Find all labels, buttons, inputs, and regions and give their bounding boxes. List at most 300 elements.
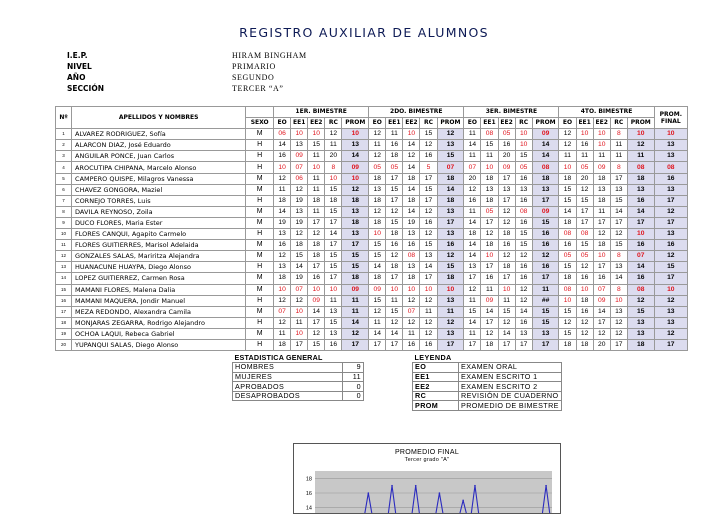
grade-cell: 15 bbox=[386, 306, 403, 317]
data-point bbox=[474, 485, 476, 487]
grade-cell: 17 bbox=[325, 217, 342, 228]
header-subcol: EO bbox=[369, 118, 386, 129]
grade-cell: 11 bbox=[498, 295, 515, 306]
grade-cell: 14 bbox=[308, 306, 325, 317]
grade-cell: 11 bbox=[576, 151, 593, 162]
period-average: 14 bbox=[437, 184, 464, 195]
grade-cell: 12 bbox=[576, 262, 593, 273]
grade-cell: 09 bbox=[593, 162, 610, 173]
grade-cell: 14 bbox=[515, 306, 532, 317]
grade-cell: 14 bbox=[610, 273, 627, 284]
grade-cell: 14 bbox=[464, 140, 481, 151]
grade-cell: 16 bbox=[274, 151, 291, 162]
grade-cell: 15 bbox=[291, 251, 308, 262]
grade-cell: 8 bbox=[610, 251, 627, 262]
grade-cell: 16 bbox=[420, 151, 437, 162]
grade-cell: 18 bbox=[291, 240, 308, 251]
stats-label: HOMBRES bbox=[233, 363, 343, 373]
grade-cell: 10 bbox=[291, 129, 308, 140]
grade-cell: 18 bbox=[559, 173, 576, 184]
student-name: HUANACUNE HUAYPA, Diego Alonso bbox=[72, 262, 246, 273]
grade-cell: 17 bbox=[386, 273, 403, 284]
grade-cell: 15 bbox=[308, 339, 325, 350]
student-sex: M bbox=[246, 217, 274, 228]
grade-cell: 13 bbox=[403, 229, 420, 240]
header-subcol: EO bbox=[274, 118, 291, 129]
grade-cell: 05 bbox=[481, 206, 498, 217]
grade-cell: 10 bbox=[403, 284, 420, 295]
stats-value: 11 bbox=[343, 372, 364, 382]
table-row bbox=[56, 140, 688, 151]
legend-desc: PROMEDIO DE BIMESTRE bbox=[459, 401, 562, 411]
legend-desc: EXAMEN ORAL bbox=[459, 363, 562, 373]
period-average: 07 bbox=[627, 251, 654, 262]
header-subcol: EE1 bbox=[386, 118, 403, 129]
grade-cell: 18 bbox=[369, 217, 386, 228]
stats-table bbox=[232, 353, 364, 401]
header-subcol: EE2 bbox=[593, 118, 610, 129]
grade-cell: 20 bbox=[593, 339, 610, 350]
grade-cell: 15 bbox=[325, 251, 342, 262]
data-point bbox=[415, 485, 417, 487]
grade-cell: 17 bbox=[386, 339, 403, 350]
grade-cell: 11 bbox=[308, 173, 325, 184]
grade-cell: 12 bbox=[386, 251, 403, 262]
grade-cell: 13 bbox=[481, 184, 498, 195]
final-average: 13 bbox=[654, 229, 687, 240]
grade-cell: 11 bbox=[593, 151, 610, 162]
grade-cell: 10 bbox=[274, 162, 291, 173]
grade-cell: 14 bbox=[403, 162, 420, 173]
stats-value: 0 bbox=[343, 391, 364, 401]
grade-cell: 12 bbox=[559, 140, 576, 151]
grade-cell: 17 bbox=[481, 262, 498, 273]
table-row bbox=[56, 295, 688, 306]
grade-cell: 13 bbox=[498, 184, 515, 195]
grade-cell: 12 bbox=[291, 184, 308, 195]
student-sex: H bbox=[246, 162, 274, 173]
row-number: 8 bbox=[56, 206, 72, 217]
period-average: 18 bbox=[437, 273, 464, 284]
student-name: MEZA REDONDO, Alexandra Camila bbox=[72, 306, 246, 317]
legend-desc: EXAMEN ESCRITO 2 bbox=[459, 382, 562, 392]
grade-cell: 08 bbox=[559, 229, 576, 240]
grade-cell: 16 bbox=[308, 273, 325, 284]
grade-cell: 11 bbox=[464, 328, 481, 339]
final-average: 17 bbox=[654, 273, 687, 284]
grade-cell: 18 bbox=[559, 217, 576, 228]
grade-cell: 18 bbox=[593, 240, 610, 251]
grade-cell: 13 bbox=[593, 184, 610, 195]
grade-cell: 12 bbox=[308, 328, 325, 339]
grade-cell: 18 bbox=[481, 339, 498, 350]
grade-cell: 12 bbox=[274, 317, 291, 328]
grade-cell: 12 bbox=[481, 328, 498, 339]
grade-cell: 11 bbox=[274, 184, 291, 195]
grade-cell: 12 bbox=[464, 284, 481, 295]
grade-cell: 18 bbox=[559, 339, 576, 350]
grade-cell: 07 bbox=[464, 162, 481, 173]
grade-cell: 11 bbox=[291, 317, 308, 328]
y-tick-label: 16 bbox=[305, 491, 312, 497]
grade-cell: 14 bbox=[464, 317, 481, 328]
legend-desc: EXAMEN ESCRITO 1 bbox=[459, 372, 562, 382]
period-average: 16 bbox=[627, 195, 654, 206]
period-average: 17 bbox=[437, 217, 464, 228]
grade-cell: 05 bbox=[576, 251, 593, 262]
period-average: 10 bbox=[627, 229, 654, 240]
grade-cell: 16 bbox=[420, 339, 437, 350]
header-period: 4TO. BIMESTRE bbox=[559, 107, 654, 118]
grade-cell: 14 bbox=[325, 229, 342, 240]
row-number: 6 bbox=[56, 184, 72, 195]
student-sex: M bbox=[246, 173, 274, 184]
grade-cell: 17 bbox=[420, 195, 437, 206]
grade-cell: 12 bbox=[464, 184, 481, 195]
final-average: 13 bbox=[654, 317, 687, 328]
grade-cell: 17 bbox=[325, 240, 342, 251]
grade-cell: 18 bbox=[369, 195, 386, 206]
period-average: 12 bbox=[342, 184, 369, 195]
grade-cell: 18 bbox=[576, 339, 593, 350]
grade-cell: 08 bbox=[481, 129, 498, 140]
grade-cell: 07 bbox=[274, 306, 291, 317]
table-row bbox=[56, 184, 688, 195]
grade-cell: 14 bbox=[420, 262, 437, 273]
grade-cell: 15 bbox=[369, 295, 386, 306]
grade-cell: 08 bbox=[576, 229, 593, 240]
legend-table bbox=[412, 353, 562, 411]
grade-cell: 11 bbox=[593, 206, 610, 217]
student-sex: M bbox=[246, 284, 274, 295]
grade-cell: 12 bbox=[559, 129, 576, 140]
row-number: 12 bbox=[56, 251, 72, 262]
row-number: 17 bbox=[56, 306, 72, 317]
final-average: 13 bbox=[654, 306, 687, 317]
grade-cell: 18 bbox=[403, 195, 420, 206]
grade-cell: 17 bbox=[481, 317, 498, 328]
period-average: 14 bbox=[627, 206, 654, 217]
grade-cell: 13 bbox=[515, 184, 532, 195]
period-average: 09 bbox=[532, 129, 559, 140]
grade-cell: 13 bbox=[274, 262, 291, 273]
grade-cell: 15 bbox=[420, 240, 437, 251]
header-subcol: EE2 bbox=[498, 118, 515, 129]
grade-cell: 17 bbox=[325, 273, 342, 284]
grade-cell: 15 bbox=[576, 240, 593, 251]
grade-cell: 13 bbox=[610, 262, 627, 273]
data-point bbox=[391, 485, 393, 487]
period-average: 18 bbox=[437, 195, 464, 206]
grade-cell: 12 bbox=[274, 295, 291, 306]
period-average: 10 bbox=[627, 129, 654, 140]
grade-cell: 11 bbox=[464, 151, 481, 162]
grade-cell: 15 bbox=[576, 195, 593, 206]
grade-cell: 18 bbox=[386, 229, 403, 240]
grade-cell: 10 bbox=[576, 284, 593, 295]
grade-cell: 10 bbox=[610, 295, 627, 306]
grade-cell: 10 bbox=[481, 162, 498, 173]
row-number: 19 bbox=[56, 328, 72, 339]
header-period: 3ER. BIMESTRE bbox=[464, 107, 559, 118]
grade-cell: 13 bbox=[610, 306, 627, 317]
grade-cell: 12 bbox=[403, 151, 420, 162]
grade-cell: 17 bbox=[464, 339, 481, 350]
grade-cell: 17 bbox=[576, 206, 593, 217]
grade-cell: 14 bbox=[369, 328, 386, 339]
info-label: I.E.P. bbox=[67, 51, 88, 60]
grade-cell: 19 bbox=[403, 217, 420, 228]
grade-cell: 10 bbox=[515, 129, 532, 140]
grade-cell: 17 bbox=[498, 273, 515, 284]
grade-cell: 11 bbox=[308, 206, 325, 217]
grade-cell: 12 bbox=[610, 328, 627, 339]
y-tick-label: 18 bbox=[305, 476, 312, 483]
grade-cell: 14 bbox=[481, 306, 498, 317]
grade-cell: 10 bbox=[559, 295, 576, 306]
grade-cell: 05 bbox=[369, 162, 386, 173]
table-row bbox=[56, 151, 688, 162]
info-values bbox=[232, 50, 307, 94]
period-average: 08 bbox=[627, 284, 654, 295]
grade-cell: 17 bbox=[386, 173, 403, 184]
legend-code: RC bbox=[413, 391, 459, 401]
grade-cell: 12 bbox=[386, 206, 403, 217]
grade-cell: 14 bbox=[274, 140, 291, 151]
grade-cell: 16 bbox=[403, 240, 420, 251]
period-average: 17 bbox=[627, 217, 654, 228]
grade-cell: 12 bbox=[481, 229, 498, 240]
grade-cell: 18 bbox=[559, 273, 576, 284]
table-row bbox=[56, 251, 688, 262]
grade-cell: 18 bbox=[593, 195, 610, 206]
header-subcol: PROM bbox=[342, 118, 369, 129]
final-average: 10 bbox=[654, 284, 687, 295]
grade-cell: 10 bbox=[308, 129, 325, 140]
stats-label: DESAPROBADOS bbox=[233, 391, 343, 401]
final-average: 13 bbox=[654, 140, 687, 151]
table-row bbox=[56, 162, 688, 173]
legend-desc: REVISIÓN DE CUADERNO bbox=[459, 391, 562, 401]
table-row bbox=[56, 262, 688, 273]
grade-cell: 18 bbox=[274, 339, 291, 350]
grade-cell: 13 bbox=[464, 262, 481, 273]
grade-cell: 17 bbox=[498, 195, 515, 206]
page-title: REGISTRO AUXILIAR DE ALUMNOS bbox=[239, 25, 489, 40]
period-average: 18 bbox=[627, 339, 654, 350]
grade-cell: 10 bbox=[274, 284, 291, 295]
grade-cell: 13 bbox=[274, 229, 291, 240]
grade-cell: 12 bbox=[610, 317, 627, 328]
grade-cell: 15 bbox=[386, 217, 403, 228]
grade-cell: 12 bbox=[291, 229, 308, 240]
grade-cell: 15 bbox=[515, 240, 532, 251]
period-average: 17 bbox=[437, 339, 464, 350]
grade-cell: 16 bbox=[498, 240, 515, 251]
grade-cell: 5 bbox=[420, 162, 437, 173]
grade-cell: 17 bbox=[593, 262, 610, 273]
student-name: MAMANI MAQUERA, Jondir Manuel bbox=[72, 295, 246, 306]
grade-cell: 08 bbox=[559, 284, 576, 295]
period-average: 09 bbox=[532, 206, 559, 217]
table-row bbox=[56, 206, 688, 217]
grade-cell: 10 bbox=[325, 284, 342, 295]
grade-cell: 17 bbox=[308, 317, 325, 328]
grade-cell: 10 bbox=[576, 129, 593, 140]
grade-cell: 11 bbox=[369, 140, 386, 151]
grade-cell: 20 bbox=[325, 151, 342, 162]
row-number: 3 bbox=[56, 151, 72, 162]
table-row bbox=[56, 217, 688, 228]
grade-cell: 16 bbox=[325, 339, 342, 350]
grade-cell: 18 bbox=[464, 229, 481, 240]
final-average: 16 bbox=[654, 173, 687, 184]
period-average: 13 bbox=[627, 328, 654, 339]
grade-cell: 16 bbox=[498, 140, 515, 151]
grade-cell: 12 bbox=[274, 173, 291, 184]
grade-cell: 07 bbox=[291, 284, 308, 295]
grade-cell: 05 bbox=[515, 162, 532, 173]
stats-value: 0 bbox=[343, 382, 364, 392]
grade-cell: 18 bbox=[386, 151, 403, 162]
grade-cell: 08 bbox=[403, 251, 420, 262]
grade-cell: 11 bbox=[464, 206, 481, 217]
grade-cell: 15 bbox=[464, 306, 481, 317]
period-average: 18 bbox=[437, 173, 464, 184]
stats-title: ESTADISTICA GENERAL bbox=[234, 352, 323, 362]
y-tick-label: 14 bbox=[305, 505, 312, 512]
student-sex: M bbox=[246, 240, 274, 251]
student-name: FLORES CANQUI, Agapito Carmelo bbox=[72, 229, 246, 240]
grade-cell: 14 bbox=[403, 184, 420, 195]
grade-cell: 15 bbox=[481, 140, 498, 151]
final-average: 12 bbox=[654, 251, 687, 262]
row-number: 16 bbox=[56, 295, 72, 306]
grade-cell: 11 bbox=[308, 184, 325, 195]
row-number: 11 bbox=[56, 240, 72, 251]
grade-cell: 06 bbox=[274, 129, 291, 140]
grade-cell: 10 bbox=[403, 129, 420, 140]
grade-cell: 17 bbox=[464, 273, 481, 284]
student-name: ANGUILAR PONCE, Juan Carlos bbox=[72, 151, 246, 162]
grade-cell: 16 bbox=[274, 240, 291, 251]
grade-cell: 11 bbox=[274, 328, 291, 339]
grade-cell: 15 bbox=[610, 195, 627, 206]
student-sex: M bbox=[246, 129, 274, 140]
header-subcol: EE1 bbox=[291, 118, 308, 129]
period-average: 08 bbox=[627, 162, 654, 173]
grade-cell: 8 bbox=[325, 162, 342, 173]
period-average: 15 bbox=[437, 151, 464, 162]
grade-cell: 12 bbox=[593, 328, 610, 339]
period-average: 16 bbox=[532, 240, 559, 251]
grade-cell: 10 bbox=[291, 306, 308, 317]
grade-cell: 18 bbox=[308, 240, 325, 251]
row-number: 5 bbox=[56, 173, 72, 184]
grade-cell: 09 bbox=[369, 284, 386, 295]
grade-cell: 09 bbox=[593, 295, 610, 306]
chart-subtitle: Tercer grado "A" bbox=[404, 457, 450, 463]
grade-cell: 16 bbox=[464, 195, 481, 206]
grade-cell: 13 bbox=[291, 140, 308, 151]
grade-cell: 13 bbox=[420, 251, 437, 262]
grade-cell: 18 bbox=[386, 262, 403, 273]
grade-cell: 16 bbox=[576, 306, 593, 317]
final-average: 17 bbox=[654, 195, 687, 206]
period-average: 16 bbox=[532, 262, 559, 273]
header-subcol: RC bbox=[515, 118, 532, 129]
grade-cell: 14 bbox=[464, 251, 481, 262]
final-average: 12 bbox=[654, 295, 687, 306]
info-value: HIRAM BINGHAM bbox=[232, 51, 307, 60]
grade-cell: 10 bbox=[325, 173, 342, 184]
grade-cell: 13 bbox=[325, 306, 342, 317]
period-average: 15 bbox=[532, 217, 559, 228]
period-average: 15 bbox=[532, 306, 559, 317]
grade-cell: 05 bbox=[386, 162, 403, 173]
grade-cell: 17 bbox=[576, 217, 593, 228]
student-sex: H bbox=[246, 229, 274, 240]
grade-cell: 11 bbox=[325, 295, 342, 306]
period-average: 15 bbox=[532, 317, 559, 328]
table-row bbox=[56, 273, 688, 284]
grade-cell: 12 bbox=[369, 151, 386, 162]
header-subcol: PROM bbox=[532, 118, 559, 129]
grade-cell: 18 bbox=[369, 273, 386, 284]
header-subcol: EE1 bbox=[576, 118, 593, 129]
grade-cell: 17 bbox=[420, 173, 437, 184]
grade-cell: 12 bbox=[369, 129, 386, 140]
info-value: PRIMARIO bbox=[232, 62, 276, 71]
period-average: 13 bbox=[342, 206, 369, 217]
final-average: 15 bbox=[654, 262, 687, 273]
grade-cell: 15 bbox=[498, 306, 515, 317]
grade-cell: 18 bbox=[369, 173, 386, 184]
grade-cell: 16 bbox=[420, 217, 437, 228]
grade-cell: 16 bbox=[386, 240, 403, 251]
row-number: 1 bbox=[56, 129, 72, 140]
table-row bbox=[56, 240, 688, 251]
header-subcol: RC bbox=[420, 118, 437, 129]
table-row bbox=[56, 306, 688, 317]
period-average: 18 bbox=[532, 173, 559, 184]
grade-cell: 13 bbox=[325, 328, 342, 339]
grade-cell: 15 bbox=[325, 262, 342, 273]
grade-cell: 18 bbox=[498, 262, 515, 273]
grade-cell: 11 bbox=[610, 151, 627, 162]
grade-cell: 15 bbox=[386, 184, 403, 195]
table-row bbox=[56, 317, 688, 328]
row-number: 14 bbox=[56, 273, 72, 284]
grade-cell: 09 bbox=[498, 162, 515, 173]
period-average: 13 bbox=[532, 184, 559, 195]
grade-cell: 18 bbox=[481, 195, 498, 206]
chart-title: PROMEDIO FINAL bbox=[394, 449, 460, 456]
grade-cell: 18 bbox=[274, 195, 291, 206]
period-average: 12 bbox=[627, 295, 654, 306]
grade-cell: 20 bbox=[576, 173, 593, 184]
grade-cell: 18 bbox=[481, 240, 498, 251]
grade-cell: 16 bbox=[559, 240, 576, 251]
student-name: ALVAREZ RODRIGUEZ, Sofía bbox=[72, 129, 246, 140]
student-name: YUPANQUI SALAS, Diego Alonso bbox=[72, 339, 246, 350]
student-name: DUCO FLORES, Maria Ester bbox=[72, 217, 246, 228]
grade-cell: 05 bbox=[559, 251, 576, 262]
final-average: 17 bbox=[654, 217, 687, 228]
header-period: 2DO. BIMESTRE bbox=[369, 107, 464, 118]
period-average: 11 bbox=[342, 295, 369, 306]
stats-label: MUJERES bbox=[233, 372, 343, 382]
